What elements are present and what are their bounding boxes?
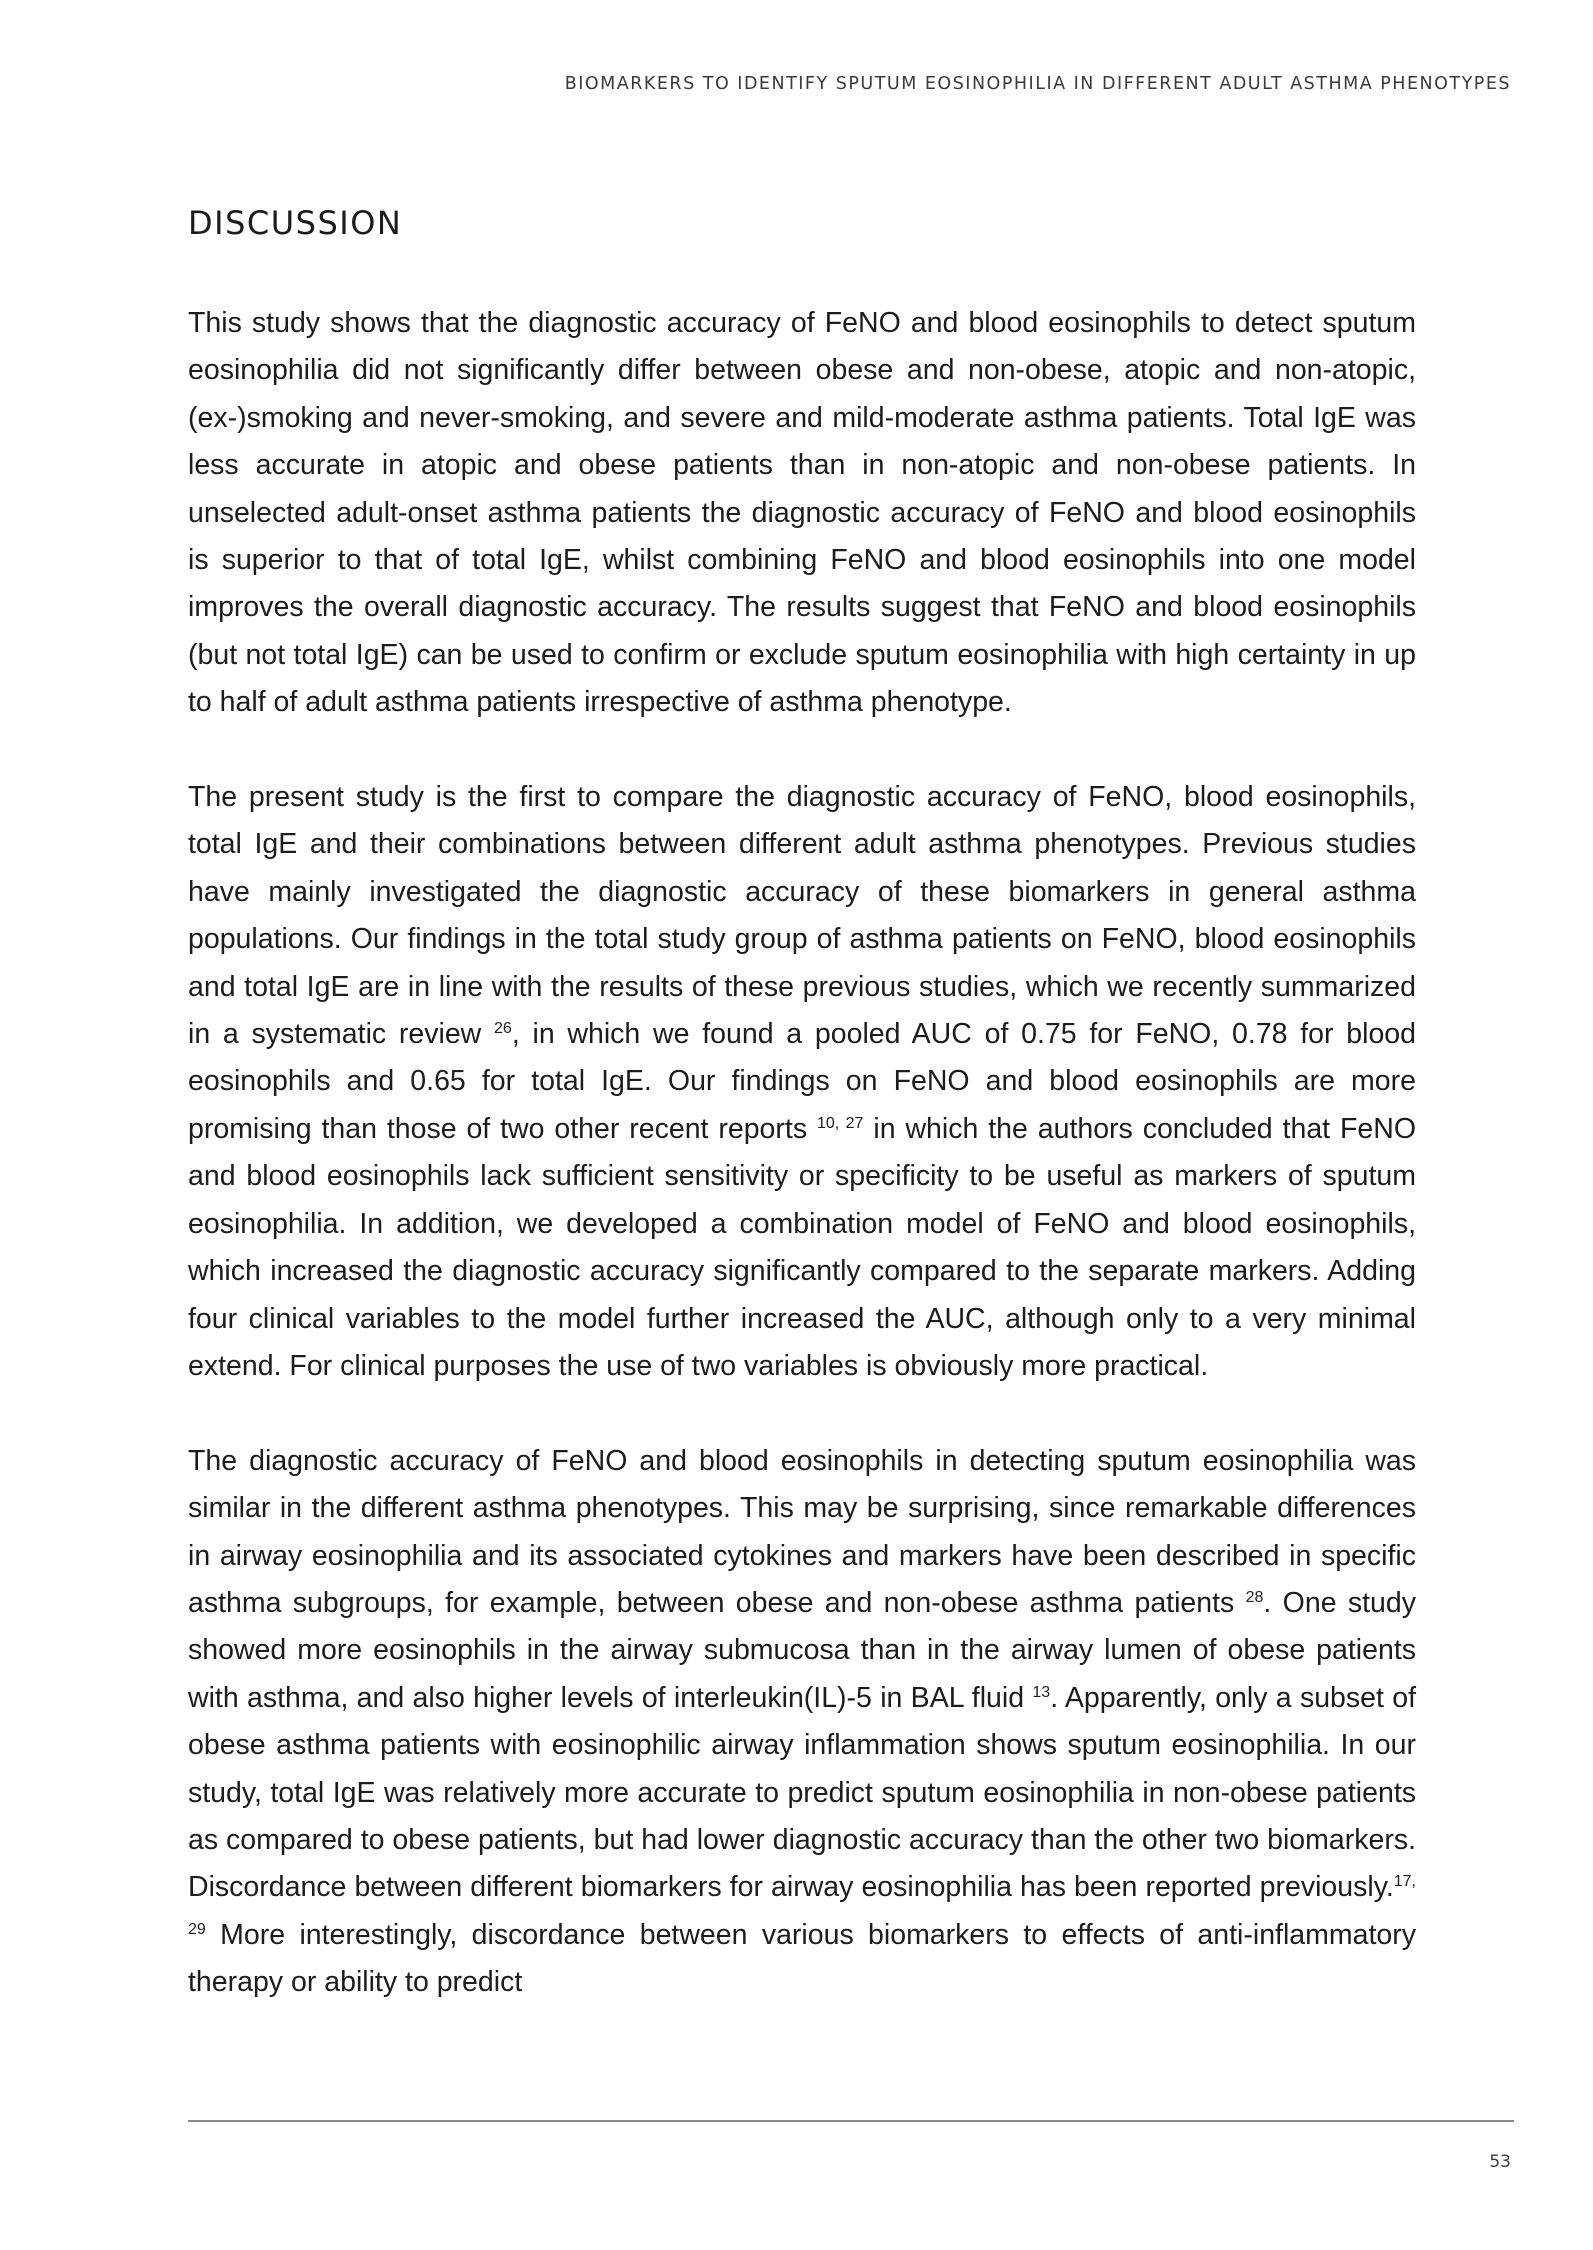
page-number: 53	[1489, 2152, 1511, 2172]
text-segment: . One study showed more eosinophils in the airway submucosa than in the airway lumen of obese patients with asthma, and also higher levels of interleukin(IL)-5 in BAL fluid	[188, 1586, 1416, 1714]
running-header-title: BIOMARKERS TO IDENTIFY SPUTUM EOSINOPHILIA IN DIFFERENT ADULT ASTHMA PHENOTYPES	[564, 74, 1511, 94]
body-text	[188, 300, 1416, 2007]
text-segment: , in which we found a pooled AUC of 0.75 for FeNO, 0.78 for blood eosinophils and 0.65 for total IgE. Our findings on FeNO and blood eosinophils are more promising than those of two other recent reports	[188, 1018, 1416, 1145]
text-segment: . Apparently, only a subset of obese asthma patients with eosinophilic airway inflammation shows sputum eosinophilia. In our study, total IgE was relatively more accurate to predict sputum eosinophilia in non-obese patients as compared to obese patients, but had lower diagnostic accuracy than the other two biomarkers. Discordance between different biomarkers for airway eosinophilia has been reported previously.	[188, 1681, 1416, 1904]
text-segment: The present study is the first to compare the diagnostic accuracy of FeNO, blood eosinophils, total IgE and their combinations between different adult asthma phenotypes. Previous studies have mainly investigated the diagnostic accuracy of these biomarkers in general asthma populations. Our findings in the total study group of asthma patients on FeNO, blood eosinophils and total IgE are in line with the results of these previous studies, which we recently summarized in a systematic review	[188, 781, 1416, 1051]
text-segment: The diagnostic accuracy of FeNO and blood eosinophils in detecting sputum eosinophilia was similar in the different asthma phenotypes. This may be surprising, since remarkable differences in airway eosinophilia and its associated cytokines and markers have been described in specific asthma subgroups, for example, between obese and non-obese asthma patients	[188, 1444, 1416, 1619]
text-segment: in which the authors concluded that FeNO and blood eosinophils lack sufficient sensitivity or specificity to be useful as markers of sputum eosinophilia. In addition, we developed a combination model of FeNO and blood eosinophils, which increased the diagnostic accuracy significantly compared to the separate markers. Adding four clinical variables to the model further increased the AUC, although only to a very minimal extend. For clinical purposes the use of two variables is obviously more practical.	[188, 1112, 1416, 1382]
citation-ref: 17, 29	[188, 1873, 1416, 1938]
citation-ref: 28	[1245, 1588, 1264, 1606]
citation-ref: 10, 27	[816, 1114, 864, 1132]
paragraph-summary: This study shows that the diagnostic accuracy of FeNO and blood eosinophils to detect sputum eosinophilia did not significantly differ between obese and non-obese, atopic and non-atopic, (ex-)smoking and never-smoking, and severe and mild-moderate asthma patients. Total IgE was less accurate in atopic and obese patients than in non-atopic and non-obese patients. In unselected adult-onset asthma patients the diagnostic accuracy of FeNO and blood eosinophils is superior to that of total IgE, whilst combining FeNO and blood eosinophils into one model improves the overall diagnostic accuracy. The results suggest that FeNO and blood eosinophils (but not total IgE) can be used to confirm or exclude sputum eosinophilia with high certainty in up to half of adult asthma patients irrespective of asthma phenotype.	[188, 307, 1416, 719]
footer-divider	[188, 2120, 1514, 2122]
citation-ref: 26	[494, 1020, 512, 1038]
paragraph-phenotypes	[188, 1438, 1416, 2007]
citation-ref: 13	[1032, 1683, 1051, 1701]
text-segment: More interestingly, discordance between various biomarkers to effects of anti-inflammatory therapy or ability to predict	[188, 1918, 1416, 1999]
paragraph-comparison	[188, 774, 1416, 1390]
section-title: DISCUSSION	[188, 204, 403, 242]
